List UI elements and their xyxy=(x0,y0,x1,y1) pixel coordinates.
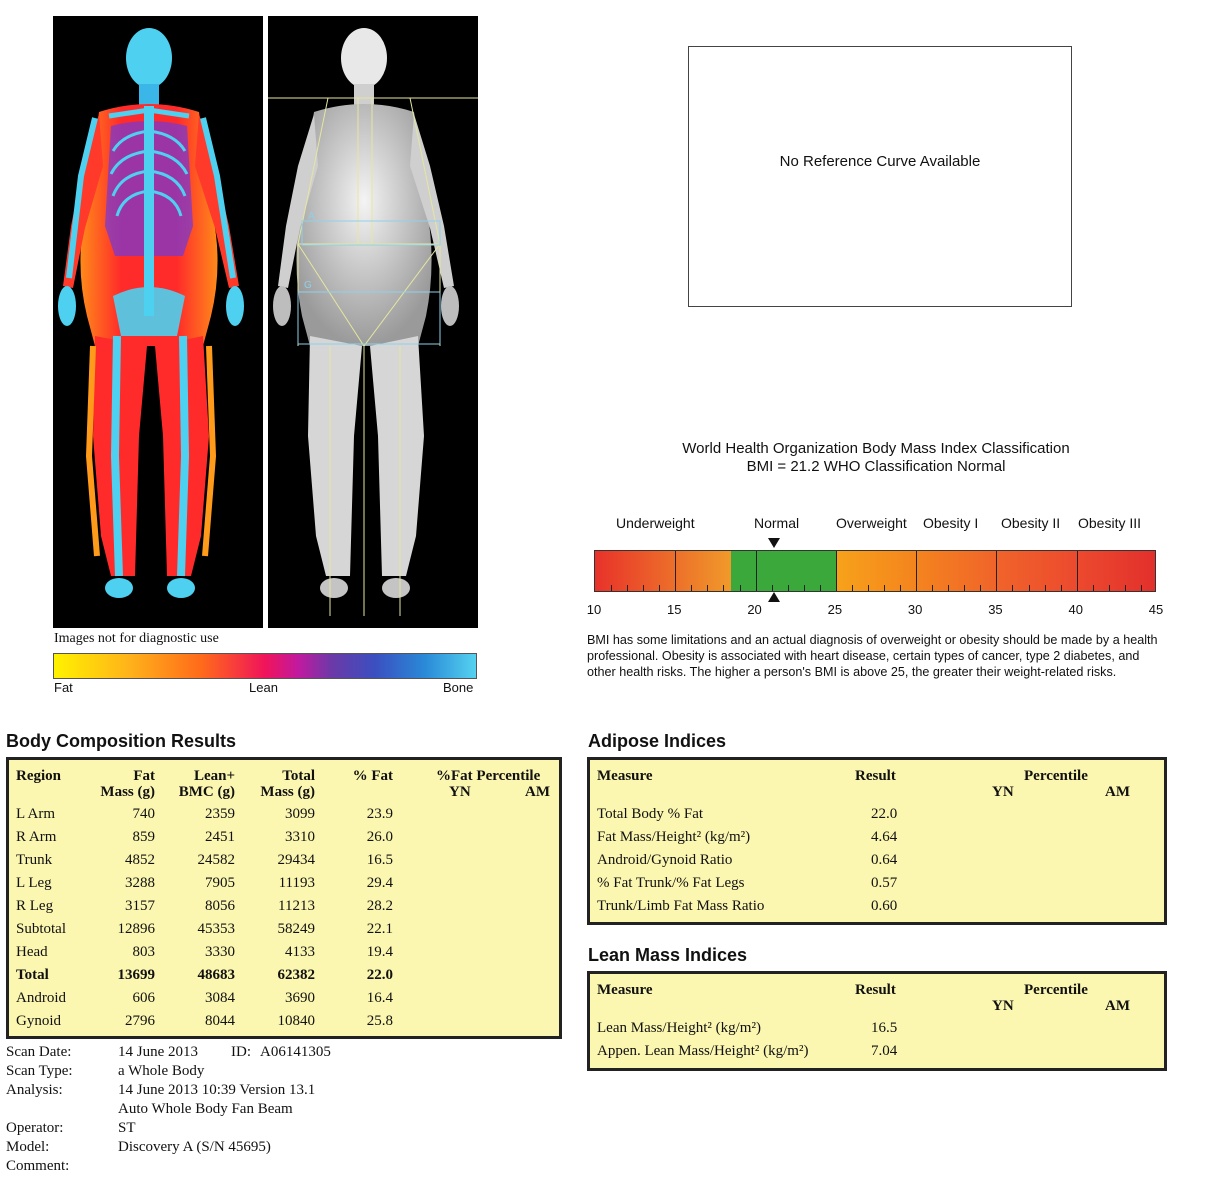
bmi-scale-number: 20 xyxy=(747,602,762,617)
body-comp-region: R Leg xyxy=(16,898,54,914)
adipose-header-measure: Measure xyxy=(597,768,653,784)
body-comp-lean-bmc: 24582 xyxy=(197,852,235,868)
body-composition-table xyxy=(6,757,562,1039)
adipose-indices-title: Adipose Indices xyxy=(588,731,727,751)
body-comp-region: Android xyxy=(16,990,66,1006)
body-comp-fat-mass: 740 xyxy=(132,806,155,822)
bmi-tick-mark xyxy=(772,585,773,591)
bmi-tick-mark xyxy=(900,585,901,591)
body-comp-total-mass: 4133 xyxy=(285,944,315,960)
bmi-scale-number: 45 xyxy=(1148,602,1164,617)
bmi-tick-mark xyxy=(1109,585,1110,591)
xray-scan-figure xyxy=(268,16,478,628)
header-yn: YN xyxy=(449,784,471,800)
adipose-measure: Fat Mass/Height² (kg/m²) xyxy=(597,829,751,845)
body-comp-region: Trunk xyxy=(16,852,53,868)
bmi-tick-mark xyxy=(1141,585,1142,591)
body-comp-region: Gynoid xyxy=(16,1013,61,1029)
body-comp-lean-bmc: 3330 xyxy=(205,944,235,960)
body-comp-fat-mass: 859 xyxy=(132,829,155,845)
bmi-tick-mark xyxy=(804,585,805,591)
body-comp-total-mass: 3099 xyxy=(285,806,315,822)
body-comp-fat-mass: 2796 xyxy=(125,1013,155,1029)
model-label: Model: xyxy=(6,1139,50,1155)
body-comp-lean-bmc: 7905 xyxy=(205,875,235,891)
body-comp-lean-bmc: 3084 xyxy=(205,990,235,1006)
analysis-label: Analysis: xyxy=(6,1082,63,1098)
body-comp-percent-fat: 22.0 xyxy=(366,967,393,983)
body-comp-percent-fat: 29.4 xyxy=(366,875,393,891)
color-body-scan-image xyxy=(53,16,263,628)
bmi-category-obesity-1: Obesity I xyxy=(923,515,979,531)
body-comp-percent-fat: 22.1 xyxy=(366,921,393,937)
header-percent-fat: % Fat xyxy=(352,768,393,784)
bmi-category-overweight: Overweight xyxy=(836,515,907,531)
bmi-scale-bar xyxy=(594,550,1156,592)
body-comp-fat-mass: 4852 xyxy=(125,852,155,868)
adipose-measure: Android/Gynoid Ratio xyxy=(597,852,733,868)
bmi-scale-number: 35 xyxy=(988,602,1003,617)
adipose-measure: Trunk/Limb Fat Mass Ratio xyxy=(597,898,765,914)
body-comp-total-mass: 62382 xyxy=(277,967,315,983)
bmi-header xyxy=(588,440,1164,476)
color-scan-figure xyxy=(53,16,263,628)
lean-measure: Lean Mass/Height² (kg/m²) xyxy=(597,1020,761,1036)
body-comp-total-mass: 58249 xyxy=(277,921,315,937)
body-comp-lean-bmc: 8056 xyxy=(205,898,235,914)
bmi-segment-obesity-3 xyxy=(1076,551,1155,591)
bmi-tick-mark xyxy=(932,585,933,591)
bmi-tick-mark xyxy=(964,585,965,591)
bmi-tick-mark xyxy=(836,551,837,591)
lean-header-yn: YN xyxy=(992,998,1014,1014)
body-comp-percent-fat: 16.5 xyxy=(366,852,393,868)
body-comp-lean-bmc: 45353 xyxy=(197,921,235,937)
bmi-tick-mark xyxy=(852,585,853,591)
bmi-tick-mark xyxy=(820,585,821,591)
adipose-result: 22.0 xyxy=(871,806,898,822)
bmi-tick-mark xyxy=(1077,551,1078,591)
scan-type-value: a Whole Body xyxy=(118,1063,205,1079)
bmi-tick-mark xyxy=(1012,585,1013,591)
body-comp-region: R Arm xyxy=(16,829,57,845)
bmi-tick-mark xyxy=(1125,585,1126,591)
reference-curve-panel xyxy=(688,46,1072,307)
bmi-category-normal: Normal xyxy=(754,515,800,531)
bmi-tick-mark xyxy=(868,585,869,591)
legend-bone-label: Bone xyxy=(443,680,474,695)
body-comp-percent-fat: 23.9 xyxy=(366,806,393,822)
body-comp-fat-mass: 3157 xyxy=(125,898,155,914)
body-comp-total-mass: 11193 xyxy=(278,875,315,891)
adipose-result: 4.64 xyxy=(871,829,898,845)
gynoid-roi-label: G xyxy=(304,280,312,291)
body-comp-region: L Leg xyxy=(16,875,52,891)
adipose-header-percentile: Percentile xyxy=(1024,768,1088,784)
adipose-header-yn: YN xyxy=(992,784,1014,800)
adipose-result: 0.60 xyxy=(871,898,898,914)
header-total-2: Mass (g) xyxy=(260,784,315,800)
body-comp-region: Subtotal xyxy=(16,921,67,937)
bmi-scale-number: 10 xyxy=(586,602,602,617)
tissue-color-legend-bar xyxy=(53,653,477,679)
lean-header-measure: Measure xyxy=(597,982,653,998)
scan-date-label: Scan Date: xyxy=(6,1044,72,1060)
model-value: Discovery A (S/N 45695) xyxy=(118,1139,271,1155)
lean-result: 16.5 xyxy=(871,1020,898,1036)
bmi-tick-mark xyxy=(675,551,676,591)
operator-value: ST xyxy=(118,1120,136,1136)
bmi-tick-mark xyxy=(916,551,917,591)
adipose-result: 0.57 xyxy=(871,875,898,891)
body-comp-total-mass: 10840 xyxy=(277,1013,315,1029)
lean-result: 7.04 xyxy=(871,1043,898,1059)
bmi-tick-mark xyxy=(756,551,757,591)
bmi-tick-mark xyxy=(980,585,981,591)
bmi-tick-mark xyxy=(1045,585,1046,591)
lean-header-percentile: Percentile xyxy=(1024,982,1088,998)
bmi-disclaimer: BMI has some limitations and an actual diagnosis of overweight or obesity should be made by a health professional. Obesity is associated with heart disease, certain types of cancer, type 2 diabetes, and other health risks. The higher a person's BMI is above 25, the greater their weight-related risks. xyxy=(587,633,1158,679)
body-comp-total-mass: 11213 xyxy=(278,898,315,914)
adipose-header-result: Result xyxy=(855,768,896,784)
analysis-method: Auto Whole Body Fan Beam xyxy=(118,1101,293,1117)
header-total-1: Total xyxy=(282,768,315,784)
body-comp-total-mass: 3690 xyxy=(285,990,315,1006)
scan-type-label: Scan Type: xyxy=(6,1063,73,1079)
xray-body-scan-image xyxy=(268,16,478,628)
bmi-subtitle: BMI = 21.2 WHO Classification Normal xyxy=(746,458,1006,475)
bmi-segment-obesity-1 xyxy=(916,551,996,591)
bmi-tick-mark xyxy=(611,585,612,591)
legend-lean-label: Lean xyxy=(249,680,278,695)
adipose-result: 0.64 xyxy=(871,852,898,868)
bmi-segment-overweight xyxy=(836,551,916,591)
body-comp-fat-mass: 13699 xyxy=(117,967,155,983)
body-comp-percent-fat: 19.4 xyxy=(366,944,393,960)
bmi-tick-mark xyxy=(723,585,724,591)
legend-fat-label: Fat xyxy=(54,680,73,695)
body-comp-percent-fat: 16.4 xyxy=(366,990,393,1006)
header-am: AM xyxy=(525,784,550,800)
body-comp-percent-fat: 26.0 xyxy=(366,829,393,845)
reference-curve-message: No Reference Curve Available xyxy=(779,153,981,170)
body-comp-total-mass: 3310 xyxy=(285,829,315,845)
body-comp-region: Head xyxy=(16,944,48,960)
body-comp-percent-fat: 25.8 xyxy=(366,1013,393,1029)
bmi-category-obesity-3: Obesity III xyxy=(1078,515,1142,531)
header-lean-1: Lean+ xyxy=(193,768,235,784)
header-lean-2: BMC (g) xyxy=(178,784,235,800)
body-comp-fat-mass: 803 xyxy=(132,944,155,960)
bmi-category-underweight: Underweight xyxy=(616,515,695,531)
scan-date-value: 14 June 2013 xyxy=(118,1044,198,1060)
adipose-measure: % Fat Trunk/% Fat Legs xyxy=(597,875,745,891)
body-comp-lean-bmc: 2359 xyxy=(205,806,235,822)
bmi-segment-underweight xyxy=(595,551,731,591)
bmi-category-obesity-2: Obesity II xyxy=(1001,515,1061,531)
body-comp-lean-bmc: 2451 xyxy=(205,829,235,845)
bmi-tick-mark xyxy=(1029,585,1030,591)
bmi-marker-up-icon xyxy=(768,592,780,602)
lean-measure: Appen. Lean Mass/Height² (kg/m²) xyxy=(597,1043,809,1059)
bmi-scale-number: 15 xyxy=(667,602,682,617)
comment-label: Comment: xyxy=(6,1158,70,1174)
bmi-tick-mark xyxy=(659,585,660,591)
body-comp-region: L Arm xyxy=(16,806,56,822)
bmi-title: World Health Organization Body Mass Index Classification xyxy=(682,440,1070,457)
header-fat-2: Mass (g) xyxy=(100,784,155,800)
bmi-marker-down-icon xyxy=(768,538,780,548)
lean-header-am: AM xyxy=(1105,998,1130,1014)
bmi-tick-mark xyxy=(691,585,692,591)
id-label: ID: xyxy=(231,1044,251,1060)
id-value: A06141305 xyxy=(260,1044,331,1060)
bmi-scale-number: 25 xyxy=(827,602,843,617)
body-comp-fat-mass: 12896 xyxy=(117,921,155,937)
bmi-tick-mark xyxy=(643,585,644,591)
lean-header-result: Result xyxy=(855,982,896,998)
body-composition-title: Body Composition Results xyxy=(6,731,237,751)
android-roi-label: A xyxy=(308,211,315,222)
body-comp-lean-bmc: 48683 xyxy=(197,967,235,983)
analysis-value: 14 June 2013 10:39 Version 13.1 xyxy=(118,1082,316,1098)
bmi-scale-number: 40 xyxy=(1068,602,1083,617)
lean-mass-indices-table xyxy=(587,971,1167,1071)
bmi-tick-mark xyxy=(884,585,885,591)
bmi-tick-mark xyxy=(948,585,949,591)
bmi-tick-mark xyxy=(627,585,628,591)
bmi-tick-mark xyxy=(1061,585,1062,591)
header-fat-percentile: %Fat Percentile xyxy=(436,768,541,784)
body-comp-fat-mass: 3288 xyxy=(125,875,155,891)
operator-label: Operator: xyxy=(6,1120,64,1136)
bmi-segment-obesity-2 xyxy=(996,551,1076,591)
header-fat-1: Fat xyxy=(133,768,155,784)
body-comp-lean-bmc: 8044 xyxy=(205,1013,235,1029)
body-comp-fat-mass: 606 xyxy=(132,990,155,1006)
image-disclaimer: Images not for diagnostic use xyxy=(54,631,219,646)
header-region: Region xyxy=(16,768,61,784)
adipose-measure: Total Body % Fat xyxy=(597,806,704,822)
body-comp-total-mass: 29434 xyxy=(277,852,315,868)
adipose-header-am: AM xyxy=(1105,784,1130,800)
body-comp-region: Total xyxy=(16,967,49,983)
lean-mass-indices-title: Lean Mass Indices xyxy=(588,945,748,965)
bmi-scale-number: 30 xyxy=(907,602,923,617)
bmi-tick-mark xyxy=(740,585,741,591)
body-comp-percent-fat: 28.2 xyxy=(366,898,393,914)
bmi-tick-mark xyxy=(788,585,789,591)
bmi-tick-mark xyxy=(707,585,708,591)
bmi-tick-mark xyxy=(996,551,997,591)
adipose-indices-table xyxy=(587,757,1167,925)
bmi-tick-mark xyxy=(1093,585,1094,591)
